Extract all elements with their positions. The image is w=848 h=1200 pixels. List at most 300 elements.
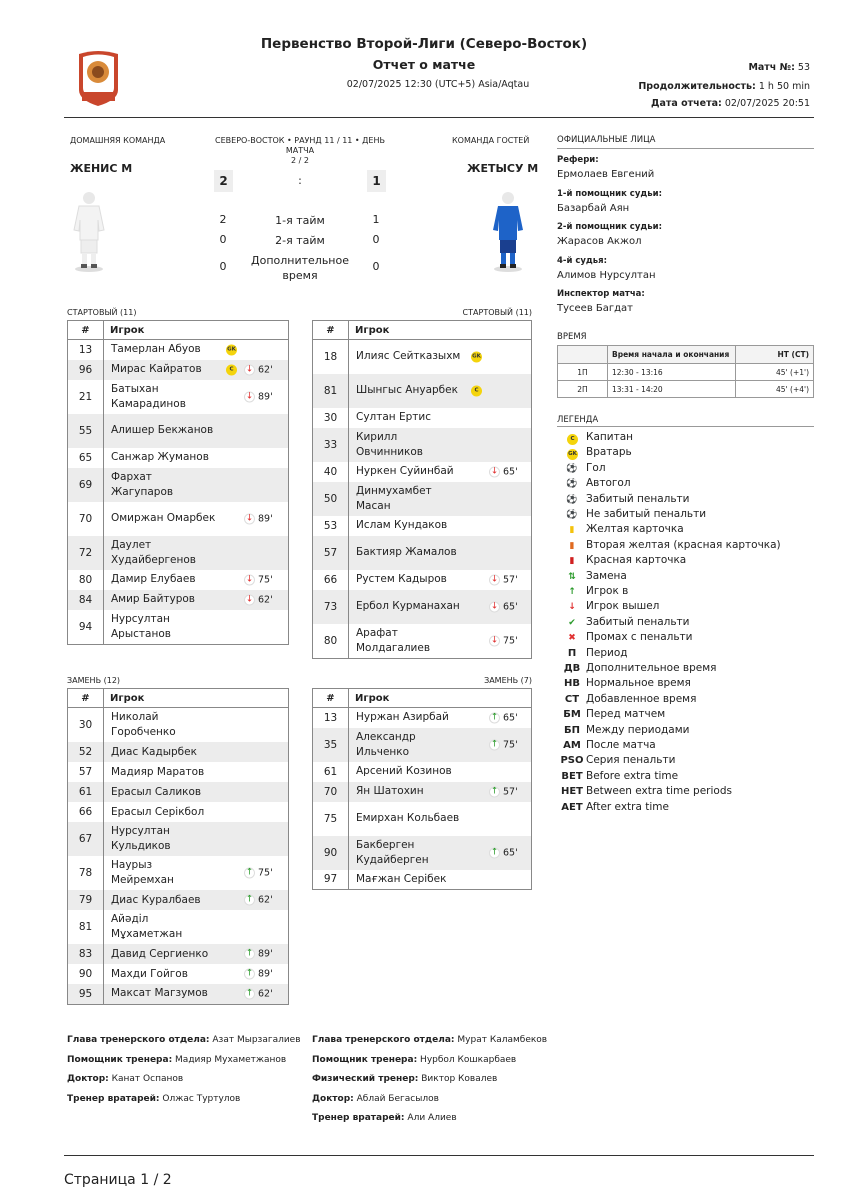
legend-item: [560, 538, 781, 554]
player-cell: [349, 482, 532, 516]
away-subs-table: [312, 688, 532, 890]
player-name: Динмухамбет Масан: [356, 484, 432, 512]
player-number: 96: [68, 360, 104, 380]
player-event: [244, 986, 273, 1001]
table-row: [313, 536, 532, 570]
legend-label: Дополнительное время: [586, 662, 717, 674]
period-home-score: 2: [219, 213, 227, 226]
player-name: Даулет Худайбергенов: [111, 538, 196, 566]
player-number: 79: [68, 890, 104, 910]
legend-item: [560, 677, 691, 692]
player-number: 83: [68, 944, 104, 964]
player-number: 75: [313, 802, 349, 836]
player-number: 18: [313, 340, 349, 374]
legend-label: Забитый пенальти: [586, 615, 690, 628]
table-row: [68, 984, 289, 1004]
time-row: [558, 364, 814, 381]
home-subs-table: [67, 688, 289, 1005]
player-cell: [104, 762, 289, 782]
staff-name: Аблай Бегасылов: [356, 1093, 439, 1104]
staff-role: Глава тренерского отдела:: [312, 1035, 455, 1045]
match-duration: Продолжительность: 1 h 50 min: [638, 81, 810, 92]
player-name: Санжар Жуманов: [111, 451, 209, 463]
staff-member: [312, 1113, 457, 1123]
staff-role: Физический тренер:: [312, 1074, 419, 1084]
player-cell: [104, 502, 289, 536]
staff-name: Нурбол Кошкарбаев: [420, 1054, 517, 1065]
official-name: Алимов Нурсултан: [557, 269, 656, 281]
player-name: Нуркен Суйинбай: [356, 465, 454, 477]
legend-item: [560, 800, 669, 816]
legend-abbr: СТ: [564, 693, 580, 705]
player-number: 70: [68, 502, 104, 536]
player-number: 72: [68, 536, 104, 570]
table-row: [313, 728, 532, 762]
player-cell: [349, 762, 532, 782]
player-in-icon: ↑: [490, 847, 499, 857]
table-row: [313, 870, 532, 890]
goal-icon: ⚽: [566, 463, 578, 474]
staff-role: Помощник тренера:: [312, 1054, 418, 1065]
staff-name: Али Алиев: [407, 1113, 457, 1123]
round-info: СЕВЕРО-ВОСТОК • РАУНД 11 / 11 • ДЕНЬ МАТЧА 2 / 2: [215, 136, 385, 165]
player-in-icon: ↑: [490, 712, 499, 723]
player-number: 21: [68, 380, 104, 414]
player-out-icon: ↓: [245, 594, 254, 604]
staff-role: Тренер вратарей:: [67, 1093, 160, 1104]
table-row: [68, 802, 289, 822]
col-num-header: #: [68, 689, 104, 708]
player-in-icon: ↑: [490, 739, 499, 749]
player-number: 94: [68, 610, 104, 645]
event-minute: 65': [503, 466, 518, 477]
away-kit-icon: [489, 190, 527, 277]
player-cell: [349, 408, 532, 428]
player-cell: [349, 870, 532, 890]
staff-member: [312, 1055, 516, 1065]
player-event: [489, 572, 518, 587]
table-row: [68, 570, 289, 590]
player-event: [489, 464, 518, 479]
player-event: [489, 784, 518, 799]
staff-role: Тренер вратарей:: [312, 1113, 405, 1123]
period-label: Дополнительное время: [251, 254, 349, 282]
table-row: [313, 570, 532, 590]
player-name: Алишер Бекжанов: [111, 424, 214, 436]
table-row: [68, 468, 289, 502]
player-number: 70: [313, 782, 349, 802]
player-name: Максат Магзумов: [111, 987, 208, 1000]
player-cell: [104, 380, 289, 414]
legend-label: Забитый пенальти: [586, 492, 690, 505]
legend-label: Замена: [586, 569, 627, 582]
legend-item: [560, 477, 631, 492]
red-card-icon: ▮: [569, 556, 575, 567]
staff-member: [312, 1094, 439, 1104]
player-number: 80: [68, 570, 104, 590]
player-cell: [349, 802, 532, 836]
score-separator: :: [298, 174, 302, 187]
player-name: Ислам Кундаков: [356, 519, 448, 531]
officials-divider: [557, 148, 814, 149]
away-team-label: КОМАНДА ГОСТЕЙ: [452, 136, 530, 145]
away-score: 1: [367, 170, 386, 192]
period-away-score: 0: [372, 260, 380, 273]
footer-divider: [64, 1155, 814, 1156]
legend-label: After extra time: [586, 800, 669, 813]
table-row: [313, 408, 532, 428]
player-in-icon: ↑: [245, 968, 254, 979]
player-number: 52: [68, 742, 104, 762]
legend-item: [560, 631, 693, 646]
event-minute: 89': [258, 513, 273, 524]
player-name: Мадияр Маратов: [111, 765, 205, 778]
player-name: Тамерлан Абуов: [111, 343, 201, 356]
player-number: 66: [313, 570, 349, 590]
legend-item: [560, 769, 679, 785]
home-score: 2: [214, 170, 233, 192]
time-row: [558, 381, 814, 398]
player-cell: [349, 374, 532, 408]
player-cell: [349, 340, 532, 374]
table-row: [68, 708, 289, 743]
player-cell: [349, 428, 532, 462]
event-minute: 57': [503, 786, 518, 797]
time-period: 2П: [558, 381, 608, 398]
player-out-icon: ↓: [490, 635, 499, 645]
player-number: 90: [313, 836, 349, 870]
table-row: [313, 428, 532, 462]
legend-abbr: PSO: [560, 755, 584, 767]
player-out-icon: ↓: [568, 602, 576, 613]
legend-abbr: BET: [561, 770, 583, 782]
player-name: Махди Гойгов: [111, 967, 188, 980]
player-number: 57: [313, 536, 349, 570]
legend-item: [560, 569, 627, 585]
legend-label: Between extra time periods: [586, 785, 732, 798]
player-cell: [104, 468, 289, 502]
player-event: [244, 592, 273, 607]
player-name: Омиржан Омарбек: [111, 512, 216, 524]
table-row: [68, 414, 289, 448]
legend-label: Перед матчем: [586, 708, 666, 721]
away-starting-table: [312, 320, 532, 659]
captain-icon: C: [471, 385, 482, 396]
player-name: Давид Сергиенко: [111, 947, 209, 960]
official-role: Инспектор матча:: [557, 289, 645, 299]
legend-item: [560, 461, 606, 477]
player-number: 35: [313, 728, 349, 762]
official-role: Рефери:: [557, 155, 599, 165]
player-number: 57: [68, 762, 104, 782]
legend-label: Не забитый пенальти: [586, 508, 707, 520]
away-team-name: ЖЕТЫСУ М: [467, 162, 539, 175]
staff-name: Канат Оспанов: [111, 1074, 184, 1084]
staff-member: [67, 1035, 301, 1045]
away-starting-title: СТАРТОВЫЙ (11): [462, 308, 532, 317]
player-out-icon: ↓: [245, 364, 254, 374]
player-cell: [349, 782, 532, 802]
legend-label: Промах с пенальти: [586, 631, 693, 644]
player-number: 50: [313, 482, 349, 516]
col-player-header: Игрок: [104, 689, 289, 708]
event-minute: 65': [503, 847, 518, 858]
legend-abbr: ДВ: [563, 663, 581, 674]
yellow-card-icon: ▮: [569, 525, 575, 536]
legend-item: [560, 662, 717, 677]
period-away-score: 0: [372, 233, 380, 246]
event-minute: 75': [503, 739, 518, 750]
legend-item: [560, 523, 684, 538]
player-number: 81: [313, 374, 349, 408]
player-number: 73: [313, 590, 349, 624]
player-number: 97: [313, 870, 349, 890]
goalkeeper-icon: GK: [567, 449, 578, 460]
legend-item: [560, 600, 660, 615]
legend-item: [560, 646, 628, 662]
player-name: Диас Куралбаев: [111, 893, 201, 906]
home-team-label: ДОМАШНЯЯ КОМАНДА: [70, 136, 166, 145]
player-name: Арафат Молдагалиев: [356, 626, 431, 654]
player-event: [244, 362, 273, 377]
report-title: Первенство Второй-Лиги (Северо-Восток): [260, 36, 588, 52]
legend-label: Серия пенальти: [586, 754, 676, 767]
player-event: [244, 947, 273, 962]
player-cell: [349, 516, 532, 536]
time-range: 12:30 - 13:16: [608, 364, 736, 381]
player-number: 55: [68, 414, 104, 448]
table-header-row: [68, 689, 289, 708]
player-cell: [104, 822, 289, 856]
table-row: [68, 340, 289, 360]
player-out-icon: ↓: [245, 391, 254, 401]
table-row: [68, 742, 289, 762]
legend-abbr: П: [567, 647, 577, 659]
table-row: [313, 708, 532, 728]
staff-role: Доктор:: [312, 1093, 354, 1104]
player-cell: [349, 728, 532, 762]
table-row: [68, 536, 289, 570]
player-event: [489, 710, 518, 725]
player-in-icon: ↑: [245, 988, 254, 999]
legend-label: Желтая карточка: [586, 523, 684, 536]
legend-label: После матча: [586, 739, 656, 751]
player-number: 61: [68, 782, 104, 802]
legend-label: Капитан: [586, 431, 633, 443]
legend-abbr: НВ: [564, 678, 580, 690]
time-table: [557, 345, 814, 398]
period-home-score: 0: [219, 260, 227, 273]
event-minute: 65': [503, 601, 518, 612]
player-cell: [349, 570, 532, 590]
player-cell: [104, 448, 289, 468]
table-header-row: [313, 321, 532, 340]
legend-item: [560, 615, 690, 631]
player-name: Ерасыл Серікбол: [111, 805, 205, 818]
player-name: Мағжан Серібек: [356, 872, 447, 885]
legend-divider: [557, 426, 814, 427]
player-name: Амир Байтуров: [111, 593, 195, 605]
legend-label: Красная карточка: [586, 554, 687, 567]
player-in-icon: ↑: [568, 587, 576, 597]
player-cell: [104, 856, 289, 890]
staff-member: [67, 1074, 183, 1084]
player-number: 40: [313, 462, 349, 482]
official-role: 1-й помощник судьи:: [557, 188, 662, 199]
table-row: [68, 890, 289, 910]
legend-label: Вторая желтая (красная карточка): [586, 538, 781, 551]
player-event: [489, 737, 518, 752]
player-event: [244, 967, 273, 982]
staff-member: [67, 1094, 240, 1104]
staff-name: Виктор Ковалев: [421, 1074, 498, 1084]
official-name: Жарасов Акжол: [557, 236, 642, 247]
player-name: Кирилл Овчинников: [356, 430, 423, 458]
player-cell: [349, 624, 532, 659]
player-name: Илияс Сейтказыхм: [356, 350, 461, 363]
player-name: Арсений Козинов: [356, 765, 452, 777]
table-row: [68, 360, 289, 380]
player-name: Бактияр Жамалов: [356, 546, 457, 558]
player-cell: [349, 590, 532, 624]
player-cell: [104, 340, 289, 360]
player-cell: [104, 360, 289, 380]
player-number: 90: [68, 964, 104, 984]
event-minute: 89': [258, 968, 273, 980]
player-number: 13: [313, 708, 349, 728]
period-label: 1-я тайм: [275, 214, 325, 227]
player-out-icon: ↓: [245, 513, 254, 523]
legend-abbr: АМ: [563, 740, 581, 751]
player-name: Нурсултан Арыстанов: [111, 612, 171, 640]
player-event: [244, 866, 273, 881]
page-number: Страница 1 / 2: [64, 1172, 172, 1188]
table-row: [313, 374, 532, 408]
player-cell: [104, 802, 289, 822]
table-row: [68, 856, 289, 890]
table-row: [313, 462, 532, 482]
legend-abbr: БМ: [563, 709, 581, 721]
player-cell: [104, 782, 289, 802]
player-out-icon: ↓: [490, 601, 499, 611]
player-name: Бакберген Кудайберген: [356, 838, 429, 866]
player-cell: [104, 590, 289, 610]
player-number: 66: [68, 802, 104, 822]
legend-abbr: HET: [560, 786, 584, 798]
legend-label: Вратарь: [586, 446, 632, 459]
player-name: Нуржан Азирбай: [356, 711, 449, 724]
player-number: 33: [313, 428, 349, 462]
time-title: ВРЕМЯ: [557, 332, 587, 342]
table-row: [313, 482, 532, 516]
col-player-header: Игрок: [349, 321, 532, 340]
legend-label: Гол: [586, 461, 606, 474]
captain-icon: C: [567, 434, 578, 445]
event-minute: 89': [258, 948, 273, 960]
legend-item: [560, 492, 690, 508]
player-number: 81: [68, 910, 104, 944]
player-event: [244, 893, 273, 908]
table-row: [68, 910, 289, 944]
legend-label: Нормальное время: [586, 677, 691, 690]
legend-abbr: AET: [561, 801, 583, 813]
home-team-name: ЖЕНИС М: [70, 162, 133, 175]
table-row: [68, 590, 289, 610]
player-name: Ерасыл Саликов: [111, 785, 202, 798]
staff-member: [312, 1035, 547, 1045]
table-header-row: [313, 689, 532, 708]
player-name: Шынгыс Ануарбек: [356, 384, 458, 396]
player-name: Нурсултан Кульдиков: [111, 825, 171, 852]
event-minute: 89': [258, 391, 273, 402]
player-name: Емирхан Кольбаев: [356, 812, 460, 824]
time-header-period: [558, 346, 608, 364]
player-number: 95: [68, 984, 104, 1004]
table-header-row: [68, 321, 289, 340]
player-cell: [104, 742, 289, 762]
table-row: [68, 762, 289, 782]
player-name: Ян Шатохин: [356, 785, 424, 797]
table-row: [313, 624, 532, 659]
player-cell: [349, 536, 532, 570]
legend-item: [560, 431, 633, 446]
col-player-header: Игрок: [104, 321, 289, 340]
staff-member: [312, 1074, 497, 1084]
staff-member: [67, 1055, 286, 1065]
player-cell: [349, 836, 532, 870]
legend-item: [560, 785, 732, 800]
player-name: Айәділ Мұхаметжан: [111, 913, 183, 940]
legend-item: [560, 708, 666, 723]
event-minute: 65': [503, 712, 518, 724]
match-datetime: 02/07/2025 12:30 (UTC+5) Asia/Aqtau: [346, 79, 530, 90]
player-name: Фархат Жагупаров: [111, 470, 174, 498]
player-name: Рустем Кадыров: [356, 573, 447, 585]
penalty-scored-icon: ⚽: [566, 494, 578, 505]
official-name: Ермолаев Евгений: [557, 169, 655, 180]
legend-label: Before extra time: [586, 769, 679, 782]
player-name: Дамир Елубаев: [111, 573, 196, 585]
home-starting-table: [67, 320, 289, 645]
table-row: [313, 340, 532, 374]
table-row: [313, 762, 532, 782]
player-name: Ербол Курманахан: [356, 600, 460, 612]
legend-label: Игрок вышел: [586, 600, 660, 613]
player-event: [244, 511, 273, 526]
table-row: [313, 516, 532, 536]
table-row: [313, 590, 532, 624]
header-divider: [64, 117, 814, 118]
own-goal-icon: ⚽: [566, 479, 578, 490]
staff-name: Мадияр Мухаметжанов: [175, 1054, 287, 1065]
event-minute: 57': [503, 574, 518, 585]
player-number: 53: [313, 516, 349, 536]
event-minute: 62': [258, 988, 273, 1000]
col-num-header: #: [313, 689, 349, 708]
time-period: 1П: [558, 364, 608, 381]
table-row: [68, 782, 289, 802]
player-event: [489, 599, 518, 614]
staff-name: Азат Мырзагалиев: [212, 1035, 301, 1045]
event-minute: 62': [258, 894, 273, 906]
player-number: 61: [313, 762, 349, 782]
player-cell: [104, 708, 289, 743]
substitution-icon: ⇅: [568, 571, 576, 582]
player-name: Султан Ертис: [356, 411, 432, 423]
col-player-header: Игрок: [349, 689, 532, 708]
goalkeeper-icon: GK: [226, 344, 237, 355]
period-away-score: 1: [372, 213, 380, 226]
